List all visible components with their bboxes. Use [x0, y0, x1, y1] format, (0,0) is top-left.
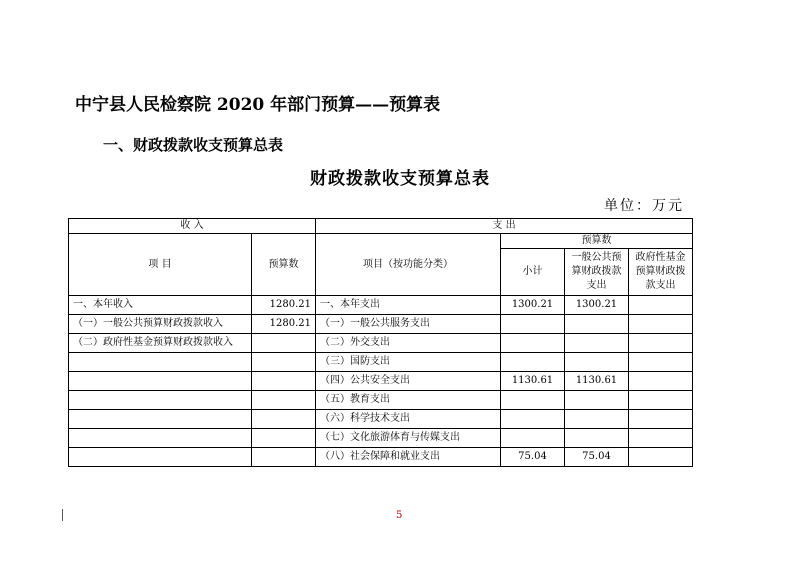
expense-general: 1300.21 — [565, 296, 629, 315]
income-amount: 1280.21 — [252, 315, 316, 334]
income-amount: 1280.21 — [252, 296, 316, 315]
expense-subtotal — [501, 410, 565, 429]
expense-fund — [629, 315, 693, 334]
table-row — [69, 429, 693, 448]
expense-subtotal — [501, 353, 565, 372]
expense-general — [565, 410, 629, 429]
expense-subtotal — [501, 429, 565, 448]
expense-subtotal — [501, 315, 565, 334]
income-amount — [252, 410, 316, 429]
expense-general — [565, 429, 629, 448]
table-header-row — [69, 234, 693, 249]
expense-item: （一）一般公共服务支出 — [316, 315, 501, 334]
table-row — [69, 372, 693, 391]
expense-fund — [629, 391, 693, 410]
expense-item: （二）外交支出 — [316, 334, 501, 353]
expense-fund — [629, 296, 693, 315]
expense-header: 支 出 — [316, 219, 693, 234]
item-header: 项 目 — [69, 234, 252, 296]
expense-subtotal: 1300.21 — [501, 296, 565, 315]
expense-general: 1130.61 — [565, 372, 629, 391]
page-number: 5 — [396, 510, 403, 521]
expense-general — [565, 353, 629, 372]
expense-fund — [629, 372, 693, 391]
expense-subtotal — [501, 391, 565, 410]
expense-general — [565, 315, 629, 334]
expense-fund — [629, 410, 693, 429]
expense-item: （四）公共安全支出 — [316, 372, 501, 391]
table-row — [69, 391, 693, 410]
expense-subtotal: 75.04 — [501, 448, 565, 467]
expense-item: （七）文化旅游体育与传媒支出 — [316, 429, 501, 448]
income-amount — [252, 391, 316, 410]
expense-item: （五）教育支出 — [316, 391, 501, 410]
section-title: 一、财政拨款收支预算总表 — [103, 136, 284, 154]
income-item — [69, 391, 252, 410]
table-header-row — [69, 219, 693, 234]
expense-fund — [629, 429, 693, 448]
income-item — [69, 353, 252, 372]
table-row — [69, 315, 693, 334]
income-item: （二）政府性基金预算财政拨款收入 — [69, 334, 252, 353]
budget-amount-header: 预算数 — [252, 234, 316, 296]
expense-general: 75.04 — [565, 448, 629, 467]
income-item — [69, 429, 252, 448]
expense-item: （六）科学技术支出 — [316, 410, 501, 429]
item-by-function-header: 项目（按功能分类） — [316, 234, 501, 296]
income-item — [69, 410, 252, 429]
expense-item: 一、本年支出 — [316, 296, 501, 315]
subtotal-header: 小计 — [501, 249, 565, 296]
income-header: 收 入 — [69, 219, 316, 234]
income-item — [69, 372, 252, 391]
expense-general — [565, 334, 629, 353]
income-item — [69, 448, 252, 467]
budget-table — [68, 218, 693, 467]
expense-general — [565, 391, 629, 410]
expense-item: （八）社会保障和就业支出 — [316, 448, 501, 467]
margin-mark — [62, 509, 63, 521]
expense-subtotal: 1130.61 — [501, 372, 565, 391]
expense-fund — [629, 334, 693, 353]
table-row — [69, 296, 693, 315]
income-item: 一、本年收入 — [69, 296, 252, 315]
gov-fund-header: 政府性基金预算财政拨款支出 — [629, 249, 693, 296]
income-amount — [252, 429, 316, 448]
income-item: （一）一般公共预算财政拨款收入 — [69, 315, 252, 334]
table-row — [69, 448, 693, 467]
table-title: 财政拨款收支预算总表 — [310, 169, 490, 189]
document-title: 中宁县人民检察院 2020 年部门预算——预算表 — [75, 95, 441, 115]
expense-fund — [629, 353, 693, 372]
expense-fund — [629, 448, 693, 467]
expense-item: （三）国防支出 — [316, 353, 501, 372]
income-amount — [252, 448, 316, 467]
income-amount — [252, 372, 316, 391]
budget-group-header: 预算数 — [501, 234, 693, 249]
unit-label: 单位：万元 — [604, 198, 684, 214]
table-row — [69, 353, 693, 372]
income-amount — [252, 353, 316, 372]
table-row — [69, 334, 693, 353]
income-amount — [252, 334, 316, 353]
expense-subtotal — [501, 334, 565, 353]
table-row — [69, 410, 693, 429]
general-public-header: 一般公共预算财政拨款支出 — [565, 249, 629, 296]
